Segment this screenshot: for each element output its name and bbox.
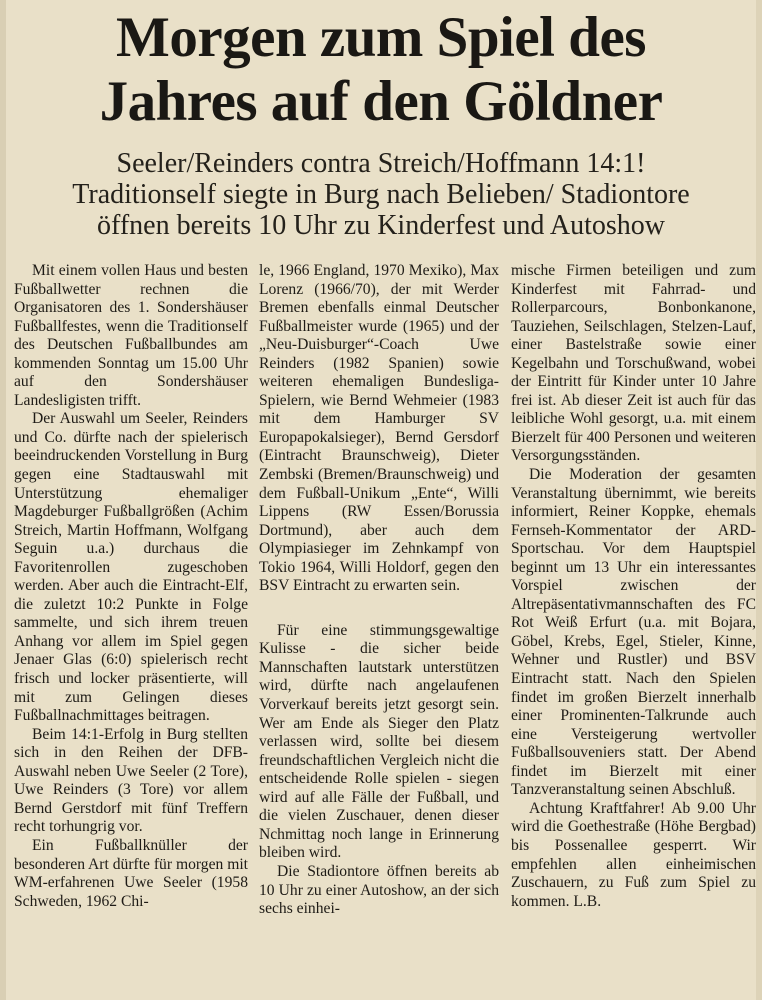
subheadline-line-3: öffnen bereits 10 Uhr zu Kinderfest und Autoshow xyxy=(97,210,665,241)
subheadline-line-2: Traditionself siegte in Burg nach Belieben/ Stadiontore xyxy=(72,179,690,210)
paragraph: Beim 14:1-Erfolg in Burg stellten sich in den Reihen der DFB-Auswahl neben Uwe Seeler (2 Tore), Uwe Reinders (3 Tore) vor allem Bernd Gerstdorf mit fünf Treffern recht torhungrig vor. xyxy=(14,725,248,836)
paragraph: le, 1966 England, 1970 Mexiko), Max Lorenz (1966/70), der mit Werder Bremen ebenfalls einmal Deutscher Fußballmeister wurde (1965) und der „Neu-Duisburger“-Coach Uwe Reinders (1982 Spanien) sowie weiteren ehemaligen Bundesliga-Spielern, wie Bernd Wehmeier (1983 mit dem Hamburger SV Europapokalsieger), Bernd Gersdorf (Eintracht Braunschweig), Dieter Zembski (Bremen/Braunschweig) und dem Fußball-Unikum „Ente“, Willi Lippens (RW Essen/Borussia Dortmund), aber auch dem Olympiasieger im Zehnkampf von Tokio 1964, Willi Holdorf, gegen den BSV Eintracht zu erwarten sein. xyxy=(259,262,499,595)
article-column-2 xyxy=(259,262,499,998)
headline xyxy=(0,6,762,134)
paragraph: Mit einem vollen Haus und besten Fußballwetter rechnen die Organisatoren des 1. Sondershäuser Fußballfestes, wenn die Traditionself des Deutschen Fußballbundes am kommenden Sonntag um 15.00 Uhr auf den Sondershäuser Landesligisten trifft. xyxy=(14,262,248,409)
paragraph: Der Auswahl um Seeler, Reinders und Co. dürfte nach der spielerisch beeindruckenden Vorstellung in Burg gegen eine Stadtauswahl mit Unterstützung ehemaliger Magdeburger Fußballgrößen (Achim Streich, Martin Hoffmann, Wolfgang Seguin u.a.) durchaus die Favoritenrollen zugeschoben werden. Aber auch die Eintracht-Elf, die zuletzt 10:2 Punkte in Folge sammelte, und sich ihrem treuen Anhang vor allem im Spiel gegen Jenaer Glas (6:0) spielerisch recht frisch und locker präsentierte, will mit zum Gelingen dieses Fußballnachmittages beitragen. xyxy=(14,410,248,725)
paragraph: mische Firmen beteiligen und zum Kinderfest mit Fahrrad- und Rollerparcours, Bonbonkanone, Tauziehen, Seilschlagen, Stelzen-Lauf, einer Bastelstraße sowie einer Kegelbahn und Torschußwand, wobei der Eintritt für Kinder unter 10 Jahre frei ist. Ab dieser Zeit ist auch für das leibliche Wohl gesorgt, u.a. mit einem Bierzelt für 400 Personen und weiteren Versorgungsständen. xyxy=(511,262,756,465)
subheadline xyxy=(0,148,762,241)
article-column-1 xyxy=(14,262,248,998)
paragraph: Die Stadiontore öffnen bereits ab 10 Uhr zu einer Autoshow, an der sich sechs einhei- xyxy=(259,862,499,918)
subheadline-line-1: Seeler/Reinders contra Streich/Hoffmann 14:1! xyxy=(116,148,646,179)
article-column-3 xyxy=(511,262,756,998)
paragraph: Achtung Kraftfahrer! Ab 9.00 Uhr wird die Goethestraße (Höhe Bergbad) bis Possenallee gesperrt. Wir empfehlen allen einheimischen Zuschauern, zu Fuß zum Spiel zu kommen. L.B. xyxy=(511,799,756,910)
paragraph: Die Moderation der gesamten Veranstaltung übernimmt, wie bereits informiert, Reiner Koppke, ehemals Fernseh-Kommentator der ARD-Sportschau. Vor dem Hauptspiel beginnt um 13 Uhr ein interessantes Vorspiel zwischen der Altrepäsentativmannschaften des FC Rot Weiß Erfurt (u.a. mit Bojara, Göbel, Krebs, Egel, Stieler, Kinne, Wehner und Rustler) und BSV Eintracht statt. Nach den Spielen findet im großen Bierzelt innerhalb einer Prominenten-Talkrunde auch eine Versteigerung wertvoller Fußballsouveniers statt. Der Abend findet im Bierzelt mit einer Tanzveranstaltung seinen Abschluß. xyxy=(511,466,756,799)
paragraph: Ein Fußballknüller der besonderen Art dürfte für morgen mit WM-erfahrenen Uwe Seeler (1958 Schweden, 1962 Chi- xyxy=(14,836,248,910)
headline-line-1: Morgen zum Spiel des xyxy=(116,6,646,69)
paragraph: Für eine stimmungsgewaltige Kulisse - die sicher beide Mannschaften lautstark unterstützen wird, dürfte nach angelaufenen Vorverkauf bereits jetzt gesorgt sein. Wer am Ende als Sieger den Platz verlassen wird, sollte bei diesem freundschaftlichen Vergleich nicht die entscheidende Rolle spielen - siegen wird auf alle Fälle der Fußball, und die vielen Zuschauer, denen dieser Nchmittag noch lange in Erinnerung bleiben wird. xyxy=(259,621,499,862)
headline-line-2: Jahres auf den Göldner xyxy=(99,70,663,133)
